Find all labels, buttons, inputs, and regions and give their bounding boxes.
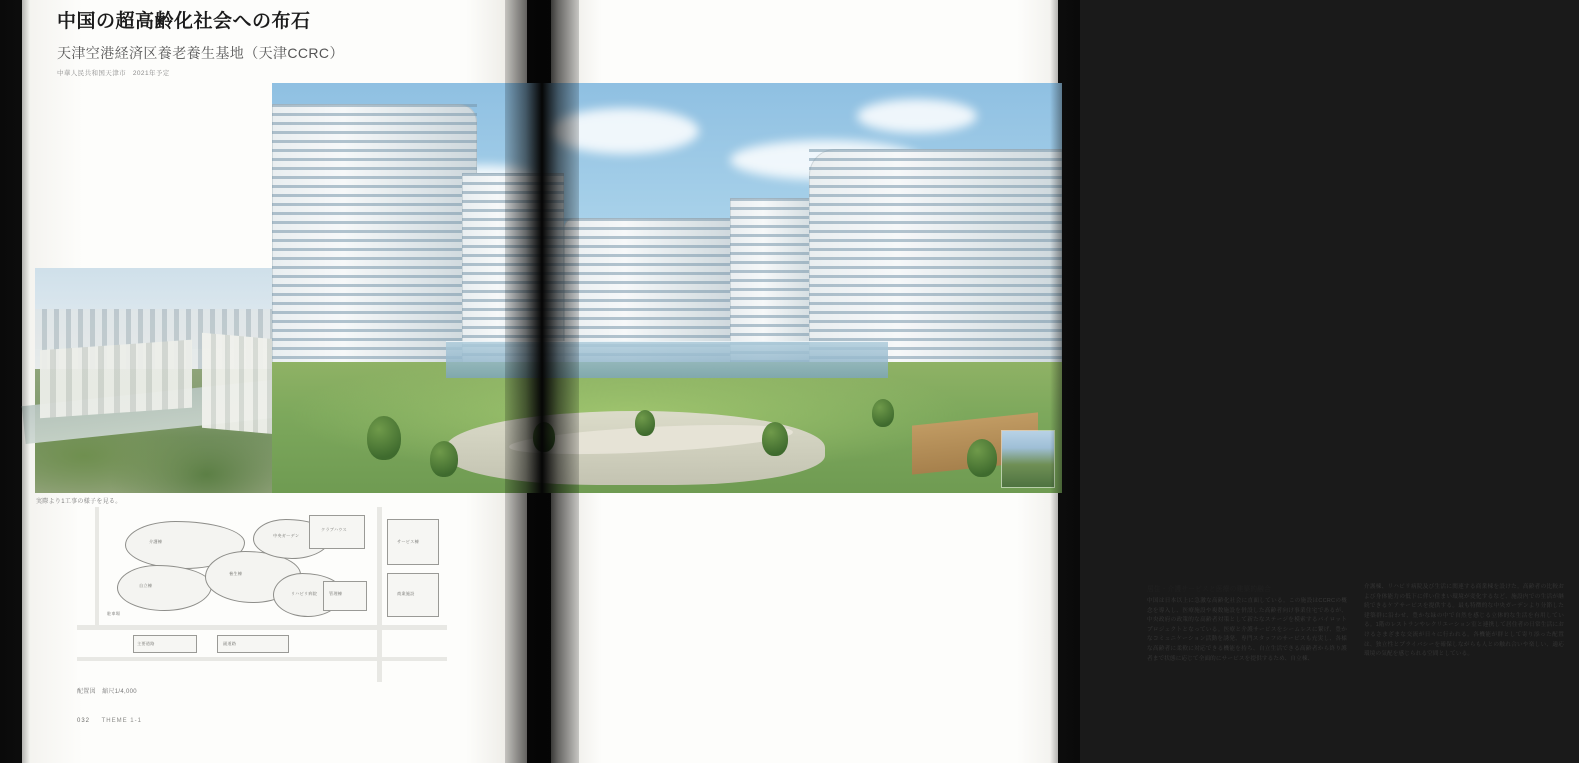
tree-shape	[367, 416, 401, 460]
plan-label: クラブハウス	[321, 527, 347, 532]
page-meta: 中華人民共和国天津市 2021年予定	[57, 69, 170, 77]
plan-label: サービス棟	[397, 539, 419, 544]
plan-block	[117, 565, 212, 611]
site-plan-caption: 配置図 縮尺1/4,000	[77, 689, 137, 695]
site-plan	[77, 507, 447, 682]
page-title: 中国の超高齢化社会への布石	[57, 11, 311, 32]
tree-shape	[533, 422, 555, 452]
plan-label: 主要道路	[137, 641, 155, 646]
plan-label: 自立棟	[139, 583, 153, 588]
aerial-building-row	[40, 339, 192, 417]
plan-label: 駐車場	[107, 611, 121, 616]
plan-label: 商業施設	[397, 591, 415, 596]
page-subtitle: 天津空港経済区養老養生基地（天津CCRC）	[57, 44, 344, 61]
plan-road-vertical	[377, 507, 382, 682]
inset-photo	[1002, 431, 1054, 487]
tree-shape	[967, 439, 997, 477]
article-column-2	[1364, 583, 1564, 703]
aerial-photo-caption: 実際より1工事の様子を見る。	[36, 499, 122, 505]
right-edge-shadow	[1050, 0, 1080, 763]
plan-label: 管理棟	[329, 591, 343, 596]
tree-shape	[762, 422, 788, 456]
aerial-photo	[35, 268, 280, 493]
glass-podium	[446, 341, 888, 378]
plan-label: 副道路	[223, 641, 237, 646]
tree-shape	[430, 441, 458, 477]
left-edge-shadow	[0, 0, 30, 763]
article-lede: 居住・介護サービスと医療の建築的融合	[1147, 586, 1272, 593]
folio	[77, 718, 142, 724]
main-rendering	[272, 83, 1062, 493]
aerial-building-row-2	[202, 332, 276, 433]
article-body	[1147, 583, 1579, 703]
plan-label: 介護棟	[149, 539, 163, 544]
cloud-shape	[549, 108, 699, 154]
title-block	[57, 10, 497, 77]
folio-theme: THEME 1-1	[101, 718, 142, 724]
article-paragraph: 介護棟、リハビリ病院及び生活に関連する商業棟を設けた。高齢者の比較および身体能力の低下に伴い住まい環境が変化するなど、施設内での生活が継続できるケアサービスを提供する。最も特徴的な中央ガーデンより分節した建築群に沿わせ、豊かな緑の中で自然を感じる立体的な生活を有用している。1階のレストランやレクリエーション室と連携して居住者の日常生活におけるさまざまな交流が日々に行われる。各機能が群として寄り添った配置は、独立性とプライバシーを確保しながらも人との触れ合いや楽しい、適応環境の気配を感じられる空間としている。	[1364, 584, 1564, 658]
article-column-1	[1147, 583, 1347, 703]
plan-label: 中央ガーデン	[273, 533, 300, 538]
tree-shape	[635, 410, 655, 436]
plan-road-horizontal-2	[77, 657, 447, 661]
plan-label: 養生棟	[229, 571, 243, 576]
tree-shape	[872, 399, 894, 427]
plan-road-horizontal	[77, 625, 447, 630]
plan-road-vertical-2	[95, 507, 99, 627]
plan-label: リハビリ病院	[291, 591, 318, 596]
folio-number: 032	[77, 718, 91, 724]
article-paragraph: 中国は日本以上に急激な高齢化社会に直面している。この施設はCCRCの概念を導入し、医療施設や複数施設を併設した高齢者向け事業住宅であるが、中央政府の政策的な高齢者対策として新たなステージを模索するパイロットプロジェクトとなっている。医療と介護サービスをシームレスに繋げ、豊かなコミュニケーション活動を誘発、専門スタッフのサービスも充実し、各様な高齢者に柔軟に対応できる機能を持ち、自立生活できる高齢者から終り護者まで状態に応じて全面的にサービスを提供するため、自立棟、	[1147, 598, 1347, 662]
